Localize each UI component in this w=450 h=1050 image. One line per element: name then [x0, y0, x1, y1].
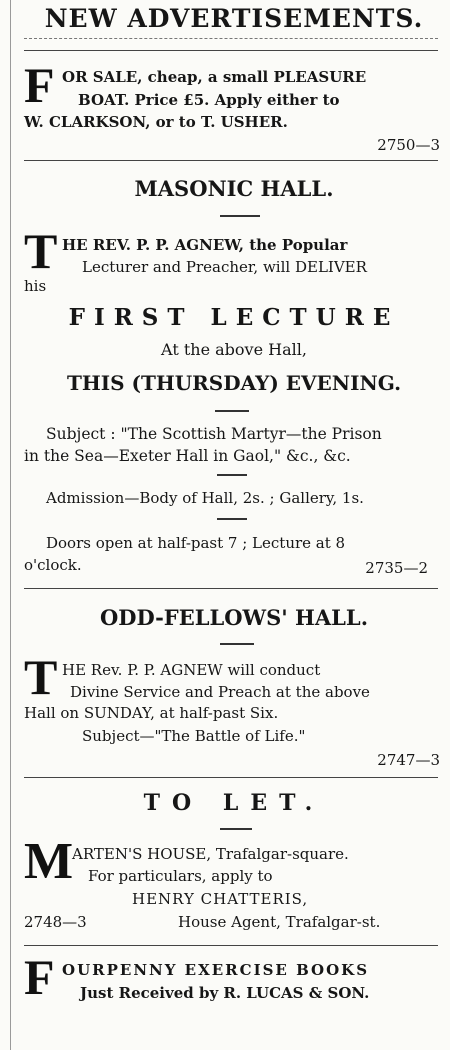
- divider: [24, 38, 438, 39]
- ad-title: MASONIC HALL.: [134, 176, 334, 201]
- ad-reference-number: 2747—3: [377, 751, 440, 769]
- ad-line: For particulars, apply to: [88, 867, 273, 885]
- event-time-heading: THIS (THURSDAY) EVENING.: [66, 371, 402, 395]
- ad-line: HE Rev. P. P. AGNEW will conduct: [62, 661, 321, 679]
- section-title: NEW ADVERTISEMENTS.: [44, 4, 424, 33]
- ad-line: House Agent, Trafalgar-st.: [178, 913, 381, 931]
- ad-line: Subject : "The Scottish Martyr—the Prison: [46, 425, 382, 443]
- short-rule: [217, 518, 247, 520]
- ad-line: OURPENNY EXERCISE BOOKS: [62, 961, 370, 979]
- ad-line: Hall on SUNDAY, at half-past Six.: [24, 704, 279, 722]
- ad-line: At the above Hall,: [161, 340, 307, 359]
- ad-reference-number: 2750—3: [377, 136, 440, 154]
- ad-line: Doors open at half-past 7 ; Lecture at 8: [46, 534, 346, 552]
- ad-title: TO LET.: [143, 790, 325, 816]
- lecture-heading: FIRST LECTURE: [68, 304, 400, 331]
- ad-line: Divine Service and Preach at the above: [70, 683, 370, 701]
- short-rule: [220, 643, 254, 645]
- short-rule: [215, 410, 249, 412]
- drop-cap: M: [24, 833, 74, 890]
- ad-line: his: [24, 277, 47, 295]
- ad-line: Lecturer and Preacher, will DELIVER: [82, 258, 367, 276]
- ad-line: HENRY CHATTERIS,: [132, 890, 309, 908]
- ad-line: OR SALE, cheap, a small PLEASURE: [62, 68, 367, 86]
- divider: [24, 945, 438, 946]
- divider: [24, 160, 438, 161]
- divider: [24, 588, 438, 589]
- ad-line: BOAT. Price £5. Apply either to: [78, 91, 340, 109]
- ad-line: o'clock.: [24, 556, 82, 574]
- newspaper-column: [10, 0, 442, 1050]
- ad-line: ARTEN'S HOUSE, Trafalgar-square.: [72, 845, 349, 863]
- short-rule: [220, 828, 252, 830]
- drop-cap: T: [24, 223, 58, 279]
- ad-reference-number: 2735—2: [365, 559, 428, 577]
- ad-reference-number: 2748—3: [24, 913, 87, 931]
- drop-cap: F: [24, 949, 55, 1005]
- ad-title: ODD-FELLOWS' HALL.: [99, 605, 369, 630]
- ad-line: W. CLARKSON, or to T. USHER.: [24, 113, 288, 131]
- drop-cap: F: [24, 57, 55, 113]
- ad-line: HE REV. P. P. AGNEW, the Popular: [62, 236, 348, 254]
- divider: [24, 777, 438, 778]
- column-border: [10, 0, 11, 1050]
- drop-cap: T: [24, 649, 58, 705]
- short-rule: [217, 474, 247, 476]
- divider: [24, 50, 438, 51]
- ad-line: Admission—Body of Hall, 2s. ; Gallery, 1s.: [46, 489, 364, 507]
- ad-line: Subject—"The Battle of Life.": [82, 727, 306, 745]
- short-rule: [220, 215, 260, 217]
- ad-line: in the Sea—Exeter Hall in Gaol," &c., &c.: [24, 447, 351, 465]
- ad-line: Just Received by R. LUCAS & SON.: [80, 984, 370, 1002]
